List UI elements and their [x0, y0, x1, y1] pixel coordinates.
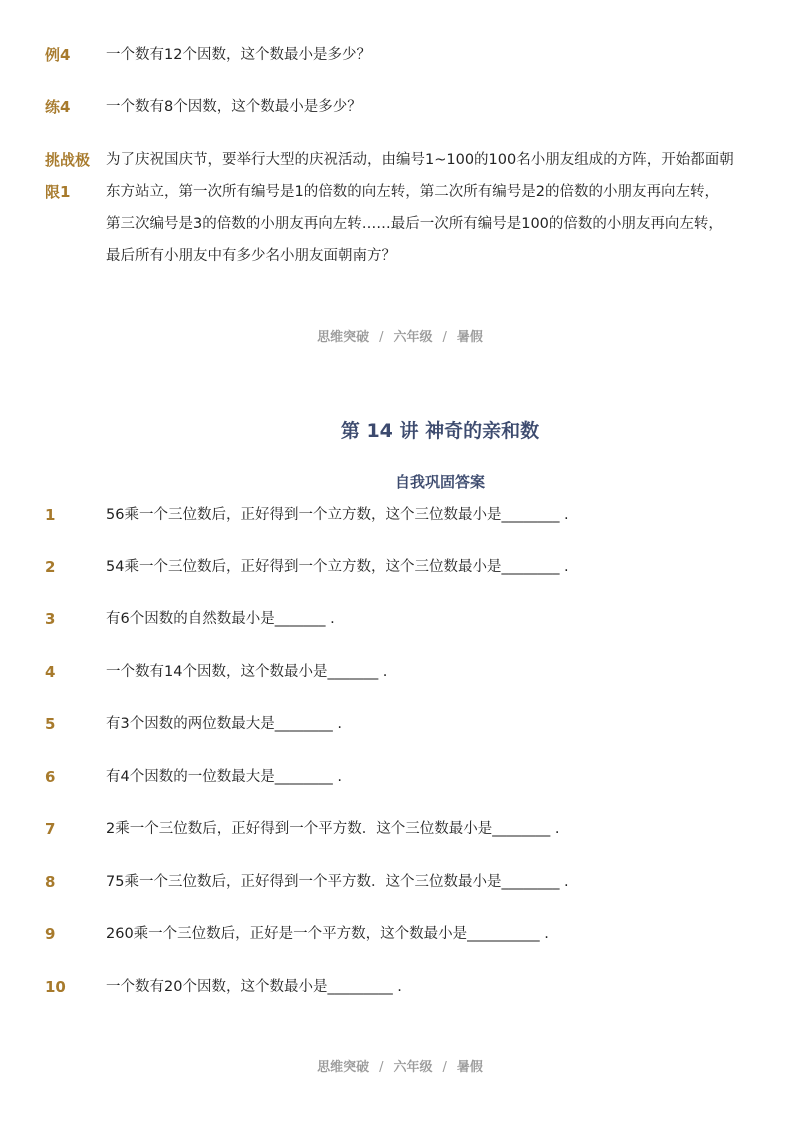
question-number: 7	[45, 820, 56, 838]
challenge-label-line2: 限1	[45, 183, 71, 201]
challenge-line: 为了庆祝国庆节，要举行大型的庆祝活动，由编号1~100的100名小朋友组成的方阵，开始都面朝	[106, 152, 734, 168]
question-number: 9	[45, 925, 56, 943]
question-number: 5	[45, 715, 56, 733]
practice-text: 一个数有8个因数，这个数最小是多少？	[106, 99, 362, 115]
footer-separator: /	[379, 330, 384, 345]
question-number: 2	[45, 558, 56, 576]
page-footer	[0, 1056, 800, 1075]
example-label: 例4	[45, 46, 71, 64]
question-text: 有3个因数的两位数最大是________ .	[106, 716, 342, 732]
question-text: 54乘一个三位数后，正好得到一个立方数，这个三位数最小是________ .	[106, 559, 569, 575]
footer-part2: 六年级	[393, 330, 433, 345]
challenge-label	[45, 144, 101, 208]
question-text: 56乘一个三位数后，正好得到一个立方数，这个三位数最小是________ .	[106, 507, 569, 523]
challenge-text	[106, 144, 734, 272]
question-text: 75乘一个三位数后，正好得到一个平方数．这个三位数最小是________ .	[106, 874, 569, 890]
footer-part2: 六年级	[393, 1060, 433, 1075]
footer-separator: /	[379, 1060, 384, 1075]
practice-label: 练4	[45, 98, 71, 116]
footer-separator: /	[442, 330, 447, 345]
challenge-label-line1: 挑战极	[45, 151, 91, 169]
footer-part3: 暑假	[456, 330, 483, 345]
question-text: 一个数有20个因数，这个数最小是_________ .	[106, 979, 402, 995]
section-title: 自我巩固答案	[394, 473, 485, 491]
question-number: 3	[45, 610, 56, 628]
challenge-line: 第三次编号是3的倍数的小朋友再向左转……最后一次所有编号是100的倍数的小朋友再向左转，	[106, 216, 723, 232]
question-number: 8	[45, 873, 56, 891]
footer-part3: 暑假	[456, 1060, 483, 1075]
question-text: 2乘一个三位数后，正好得到一个平方数．这个三位数最小是________ .	[106, 821, 560, 837]
question-number: 6	[45, 768, 56, 786]
challenge-line: 东方站立，第一次所有编号是1的倍数的向左转，第二次所有编号是2的倍数的小朋友再向左转，	[106, 184, 719, 200]
question-number: 1	[45, 506, 56, 524]
question-text: 有6个因数的自然数最小是_______ .	[106, 611, 335, 627]
question-number: 10	[45, 978, 66, 996]
footer-part1: 思维突破	[317, 1060, 370, 1075]
lecture-title: 第 14 讲 神奇的亲和数	[340, 420, 540, 442]
question-text: 一个数有14个因数，这个数最小是_______ .	[106, 664, 388, 680]
page-footer	[0, 326, 800, 345]
question-text: 260乘一个三位数后，正好是一个平方数，这个数最小是__________ .	[106, 926, 549, 942]
footer-part1: 思维突破	[317, 330, 370, 345]
footer-separator: /	[442, 1060, 447, 1075]
challenge-line: 最后所有小朋友中有多少名小朋友面朝南方？	[106, 248, 396, 264]
question-text: 有4个因数的一位数最大是________ .	[106, 769, 342, 785]
question-number: 4	[45, 663, 56, 681]
example-text: 一个数有12个因数，这个数最小是多少？	[106, 47, 371, 63]
